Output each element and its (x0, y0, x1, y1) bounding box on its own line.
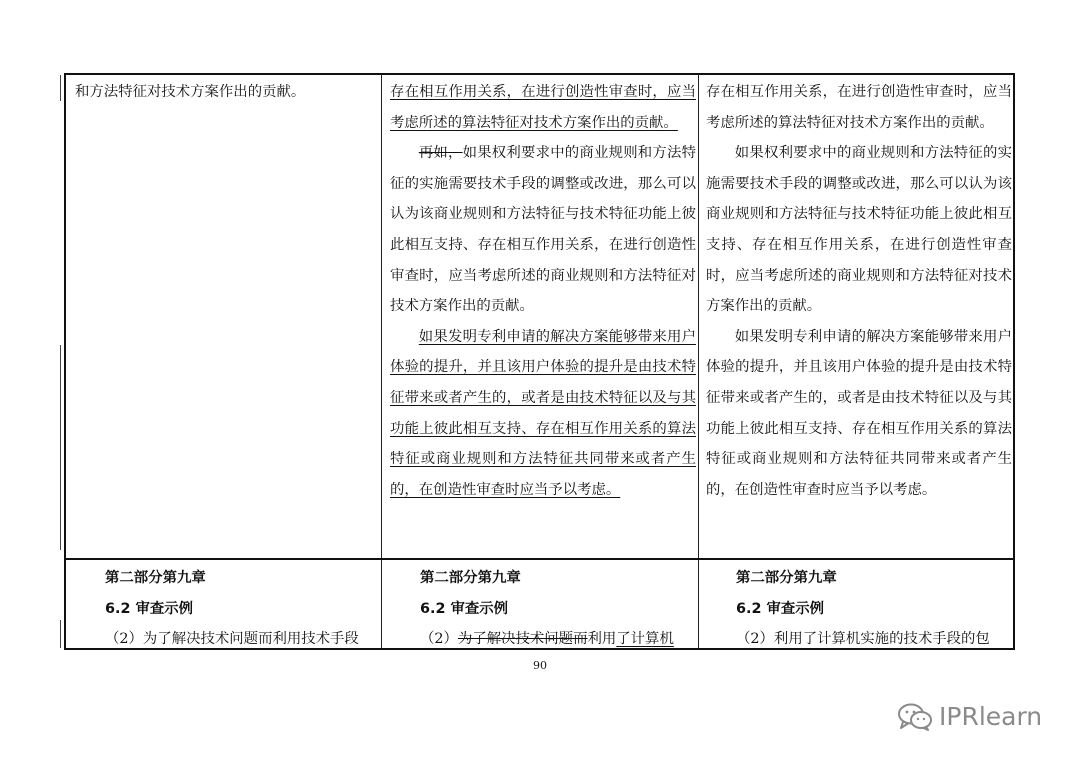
clean-paragraph: 存在相互作用关系，在进行创造性审查时，应当考虑所述的算法特征对技术方案作出的贡献。 (706, 84, 1012, 131)
inserted-paragraph: 如果发明专利申请的解决方案能够带来用户体验的提升，并且该用户体验的提升是由技术特征带来或者产生的，或者是由技术特征以及与其功能上彼此相互支持、存在相互作用关系的算法特征或商业规则和方法特征共同带来或者产生的，在创造性审查时应当予以考虑。 (390, 328, 696, 498)
revision-bar (60, 75, 61, 101)
page-number: 90 (533, 659, 547, 672)
example-text: （2）为了解决技术问题而利用技术手段 (105, 631, 359, 648)
original-text: 和方法特征对技术方案作出的贡献。 (75, 84, 306, 100)
section-heading: 6.2 审查示例 (420, 600, 509, 617)
paragraph-text: 利用 (587, 631, 617, 648)
item-number: （2） (420, 631, 458, 648)
clean-paragraph: 如果发明专利申请的解决方案能够带来用户体验的提升，并且该用户体验的提升是由技术特征带来或者产生的，或者是由技术特征以及与其功能上彼此相互支持、存在相互作用关系的算法特征或商业规则和方法特征共同带来或者产生的，在创造性审查时应当予以考虑。 (706, 328, 1012, 498)
deleted-text: 再如， (418, 145, 463, 162)
cell-revision-top (390, 77, 696, 505)
watermark (897, 702, 1042, 731)
chapter-heading: 第二部分第九章 (105, 570, 206, 586)
example-text: （2）利用了计算机实施的技术手段的包 (736, 631, 990, 648)
revised-paragraph (390, 138, 696, 322)
cell-original-bottom (75, 563, 381, 655)
inserted-paragraph: 存在相互作用关系，在进行创造性审查时，应当考虑所述的算法特征对技术方案作出的贡献。 (390, 84, 696, 131)
inserted-text: 了计算机 (616, 631, 674, 648)
cell-clean-bottom (706, 563, 1012, 655)
revision-bar (60, 620, 61, 648)
section-heading: 6.2 审查示例 (736, 600, 825, 617)
column-divider (381, 75, 382, 648)
cell-revision-bottom (390, 563, 696, 655)
comparison-table (64, 73, 1015, 650)
section-heading: 6.2 审查示例 (105, 600, 194, 617)
deleted-text: 为了解决技术问题而 (457, 631, 588, 648)
paragraph-text: 如果权利要求中的商业规则和方法特征的实施需要技术手段的调整或改进，那么可以认为该商业规则和方法特征与技术特征功能上彼此相互支持、存在相互作用关系，在进行创造性审查时，应当考虑所述的商业规则和方法特征对技术方案作出的贡献。 (390, 145, 696, 315)
watermark-text: IPRlearn (939, 702, 1043, 731)
chapter-heading: 第二部分第九章 (736, 570, 837, 586)
wechat-icon (897, 703, 933, 731)
chapter-heading: 第二部分第九章 (420, 570, 521, 586)
clean-paragraph: 如果权利要求中的商业规则和方法特征的实施需要技术手段的调整或改进，那么可以认为该商业规则和方法特征与技术特征功能上彼此相互支持、存在相互作用关系，在进行创造性审查时，应当考虑所述的商业规则和方法特征对技术方案作出的贡献。 (706, 145, 1012, 315)
cell-clean-top (706, 77, 1012, 505)
example-text (390, 624, 696, 655)
row-divider (66, 558, 1013, 560)
cell-original-top (75, 77, 381, 108)
revision-bar (60, 345, 61, 550)
column-divider (698, 75, 699, 648)
